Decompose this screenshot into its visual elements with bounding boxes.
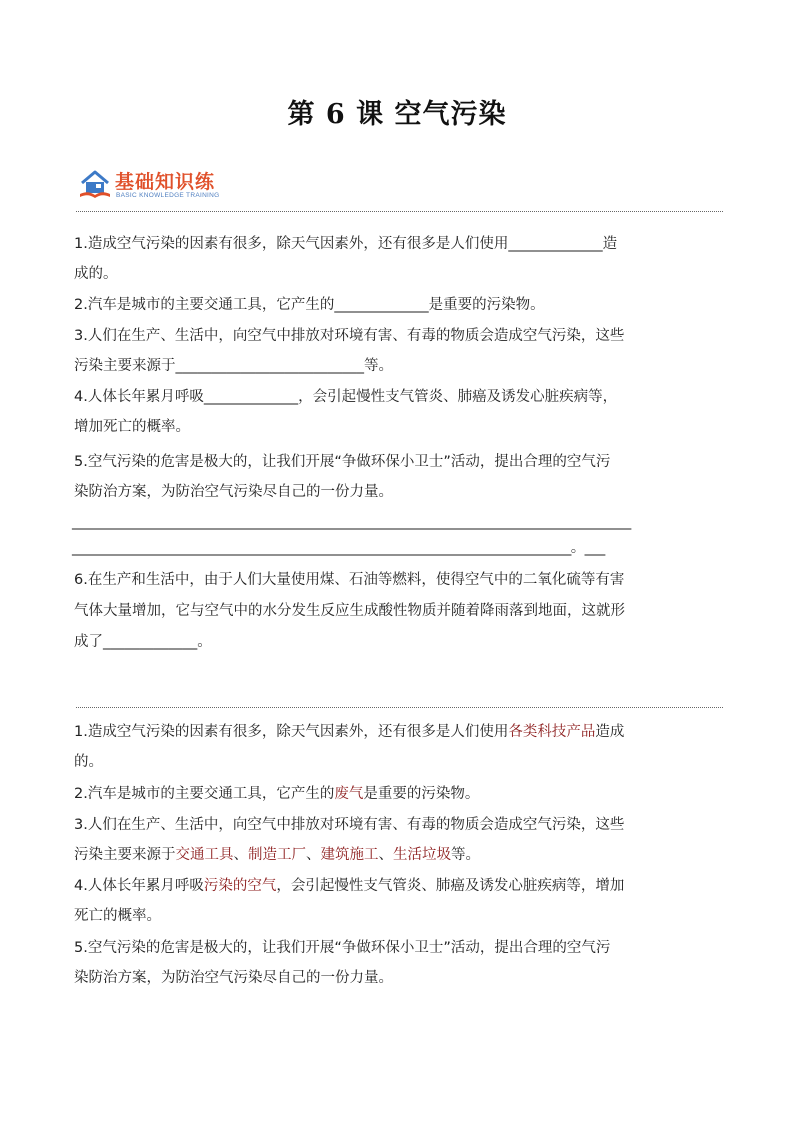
answer-3-sep-1: 、: [233, 847, 248, 863]
answer-3-text-end: 等。: [451, 847, 480, 863]
answer-3-sep-2: 、: [306, 847, 321, 863]
answer-2-key: 废气: [334, 786, 364, 802]
divider-answers: [76, 707, 723, 708]
answer-3-key-d: 生活垃圾: [393, 847, 451, 863]
section-logo: [78, 167, 278, 203]
answer-4-line-2: 死亡的概率。: [74, 908, 161, 924]
answer-2-line-1: [74, 784, 479, 804]
question-6-line-3: 成了_____________。: [74, 634, 212, 650]
answer-4-key: 污染的空气: [203, 878, 277, 894]
question-1-line-2: 成的。: [74, 266, 118, 282]
question-1-line-1: 1.造成空气污染的因素有很多，除天气因素外，还有很多是人们使用_____________造: [74, 236, 618, 252]
page-title: 第 6 课 空气污染: [287, 99, 507, 130]
section-sublabel: BASIC KNOWLEDGE TRAINING: [116, 192, 220, 199]
question-5-blank-2: ___________________________________________________________________________。___: [72, 540, 605, 556]
answer-1-text-end: 造成: [595, 724, 625, 740]
answer-3-sep-3: 、: [378, 847, 393, 863]
question-5-blank-1: ____________________________________________________________________________________: [72, 514, 631, 530]
divider-top: [76, 211, 723, 212]
question-6-line-1: 6.在生产和生活中，由于人们大量使用煤、石油等燃料，使得空气中的二氧化硫等有害: [74, 572, 625, 588]
answer-1-line-1: [74, 722, 624, 742]
answer-3-key-b: 制造工厂: [248, 847, 306, 863]
answer-5-line-2: 染防治方案，为防治空气污染尽自己的一份力量。: [74, 970, 393, 986]
question-2-line-1: 2.汽车是城市的主要交通工具，它产生的_____________是重要的污染物。: [74, 297, 545, 313]
question-6-line-2: 气体大量增加，它与空气中的水分发生反应生成酸性物质并随着降雨落到地面，这就形: [74, 603, 625, 619]
question-5-line-1: 5.空气污染的危害是极大的，让我们开展“争做环保小卫士”活动，提出合理的空气污: [74, 454, 611, 470]
answer-4-text: 4.人体长年累月呼吸: [74, 878, 204, 894]
answer-1-key: 各类科技产品: [508, 724, 596, 740]
answer-4-text-end: ，会引起慢性支气管炎、肺癌及诱发心脏疾病等，增加: [276, 878, 625, 894]
question-4-line-1: 4.人体长年累月呼吸_____________，会引起慢性支气管炎、肺癌及诱发心脏疾病等，: [74, 389, 618, 405]
question-4-line-2: 增加死亡的概率。: [74, 419, 190, 435]
answer-5-line-1: 5.空气污染的危害是极大的，让我们开展“争做环保小卫士”活动，提出合理的空气污: [74, 940, 611, 956]
answer-1-line-2: 的。: [74, 754, 103, 770]
answer-3-line-2: [74, 845, 480, 865]
answer-2-text: 2.汽车是城市的主要交通工具，它产生的: [74, 786, 335, 802]
answer-2-text-end: 是重要的污染物。: [363, 786, 480, 802]
answer-3-key-c: 建筑施工: [320, 847, 379, 863]
section-label: 基础知识练: [115, 171, 216, 193]
answer-3-key-a: 交通工具: [175, 847, 234, 863]
answer-4-line-1: [74, 876, 624, 896]
house-book-icon: [78, 169, 112, 199]
answer-3-line-1: 3.人们在生产、生活中，向空气中排放对环境有害、有毒的物质会造成空气污染，这些: [74, 817, 625, 833]
question-5-line-2: 染防治方案，为防治空气污染尽自己的一份力量。: [74, 484, 393, 500]
answer-1-text: 1.造成空气污染的因素有很多，除天气因素外，还有很多是人们使用: [74, 724, 509, 740]
question-3-line-1: 3.人们在生产、生活中，向空气中排放对环境有害、有毒的物质会造成空气污染，这些: [74, 328, 625, 344]
answer-3-text: 污染主要来源于: [74, 847, 176, 863]
question-3-line-2: 污染主要来源于__________________________等。: [74, 358, 393, 374]
